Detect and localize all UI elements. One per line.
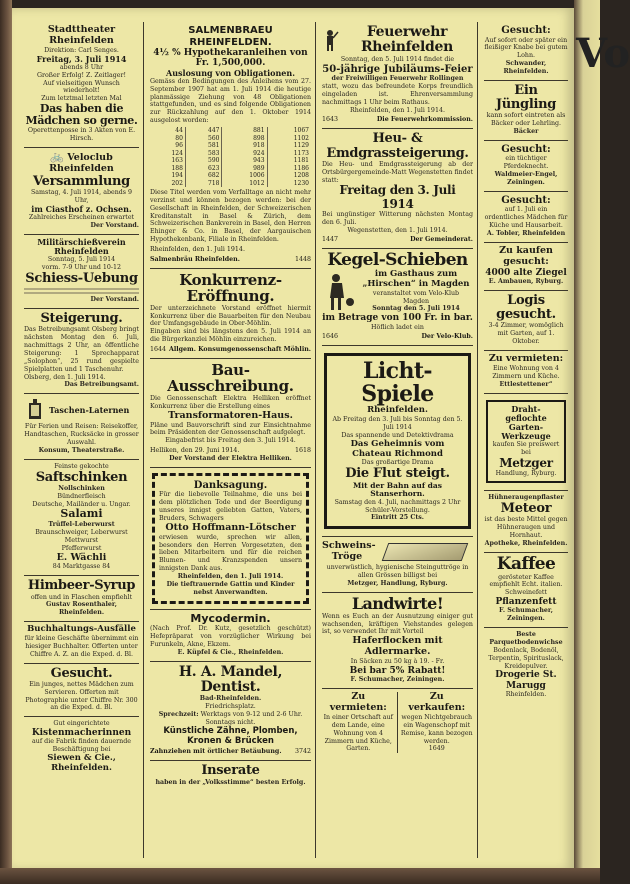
ad-headline: Draht-geflochte Garten-Werkzeuge — [501, 403, 551, 442]
ad-text: Bad-Rheinfelden. — [199, 695, 262, 703]
ad-text: Rheinfelden. — [367, 405, 428, 416]
lottery-row — [150, 180, 311, 188]
ad-code: 1646 — [322, 333, 339, 341]
ad-headline: Schweins-Tröge — [322, 540, 376, 563]
ad-headline: Himbeer-Syrup — [27, 578, 136, 594]
ad-kegel — [322, 249, 473, 346]
ad-signature: Der Vorstand. — [90, 296, 139, 304]
ad-headline: Taschen-Laternen — [49, 404, 130, 415]
ad-text: Rheinfelden, den 1. Juli 1914. — [350, 106, 445, 114]
ad-headline: Salami — [60, 507, 103, 521]
ad-subheadline: Künstliche Zähne, Plomben, Kronen & Brücken — [163, 725, 298, 746]
ad-headline: Konkurrenz-Eröffnung. — [179, 270, 282, 306]
ad-signature: Waldmeier-Engel, Zeiningen. — [494, 171, 558, 187]
ad-headline: Kaffee — [496, 553, 556, 574]
ad-title: SALMENBRAEU RHEINFELDEN. — [188, 25, 273, 48]
ad-headline: Inserate — [201, 763, 260, 779]
ad-buchhaltung — [24, 622, 139, 663]
ad-text: im Ciasthof z. Ochsen. — [31, 203, 132, 214]
ad-text: Bei bar 5% Rabatt! — [349, 666, 446, 676]
ad-himbeer — [24, 576, 139, 622]
ad-body: haben in der „Volksstimme“ besten Erfolg. — [155, 778, 306, 786]
ad-militaer — [24, 235, 139, 309]
column-4 — [480, 22, 572, 858]
ad-date: Ab Freitag den 3. Juli bis Sonntag den 5. Juli 1914 — [332, 416, 463, 432]
lottery-row — [150, 165, 311, 173]
ad-text: Wegenstetten, den 1. Juli 1914. — [347, 226, 448, 234]
lottery-row — [150, 172, 311, 180]
ad-text: Handlung, Ryburg. — [495, 470, 557, 478]
ad-subheadline: Die Flut steigt. — [345, 466, 450, 482]
lottery-number: 447 — [185, 127, 222, 135]
ad-headline: Zu verkaufen: — [408, 691, 466, 714]
ad-headline: Bau-Ausschreibung. — [167, 360, 294, 396]
ad-date: Samstag, 4. Juli 1914, abends 9 Uhr, — [30, 189, 133, 205]
lottery-number: 1186 — [293, 164, 309, 172]
ad-body: Für Ferien und Reisen: Reisekoffer, Handtaschen, Rucksäcke in grosser Auswahl. — [24, 423, 139, 446]
ornate-frame — [152, 473, 309, 604]
ad-text: Gut eingerichtete — [53, 720, 110, 728]
ad-body: Auf sofort oder später ein fleißiger Knabe bei gutem Lohn. — [484, 36, 568, 60]
ad-body: In einer Ortschaft auf dem Lande, eine Wohnung von 4 Zimmern und Küche, Garten. — [323, 714, 393, 753]
ad-text: Helliken, den 29. Juni 1914. — [150, 447, 240, 455]
lottery-number: 918 — [222, 142, 267, 150]
ad-signature: Apotheke, Rheinfelden. — [484, 539, 568, 547]
ad-headline: Steigerung. — [40, 311, 123, 327]
ad-date: Freitag den 3. Juli 1914 — [339, 183, 456, 211]
ad-text: Rheinfelden. — [505, 691, 547, 699]
lottery-number: 1173 — [293, 149, 309, 157]
ad-landwirte — [322, 593, 473, 689]
ad-price: In Säcken zu 50 kg à 19. - Fr. — [350, 658, 445, 666]
ad-headline: Zu vermieten: — [329, 691, 387, 714]
ad-headline: Danksagung. — [193, 479, 268, 491]
lottery-number: 194 — [150, 172, 185, 180]
ad-code: 1618 — [294, 447, 311, 455]
ad-subheadline: Auslosung von Obligationen. — [166, 67, 295, 78]
ad-kisten — [24, 717, 139, 777]
ad-body: kann sofort eintreten als Bäcker oder Lehrling. — [486, 112, 566, 128]
lottery-number-table — [150, 127, 311, 187]
column-1 — [20, 22, 144, 858]
ad-headline: Hühneraugenpflaster — [488, 494, 564, 502]
ad-signature: Allgem. Konsumgenossenschaft Möhlin. — [168, 346, 311, 354]
ad-text: Operettenposse in 3 Akten von E. Hirsch. — [27, 127, 136, 143]
ad-text: Friedrichsplatz. — [205, 703, 256, 711]
ad-signature: E. Wächli — [56, 551, 107, 563]
ad-kaufen — [484, 243, 568, 291]
ad-signature: Ettlestettener“ — [499, 380, 553, 388]
lottery-row — [150, 142, 311, 150]
ad-text: im Betrage von 100 Fr. in bar. — [322, 313, 473, 324]
ad-body: unverwüstlich, hygienische Steinguttröge in allen Grössen billigst bei — [326, 564, 469, 580]
ad-body: offen und in Flaschen empfiehlt — [30, 593, 133, 601]
bicycle-icon: 🚲 — [50, 150, 64, 164]
ad-subheadline: Otto Hoffmann-Lötscher — [165, 521, 296, 533]
lottery-number: 881 — [222, 127, 267, 135]
ad-text: veranstaltet vom Velo-Klub Magden — [372, 289, 460, 305]
ad-text: Bäcker — [513, 128, 539, 136]
lottery-row — [150, 150, 311, 158]
ad-signature: Metzger, Handlung, Ryburg. — [347, 580, 448, 588]
ad-subheadline: im Gasthaus zum „Hirschen“ in Magden — [362, 269, 470, 289]
lottery-row — [150, 135, 311, 143]
ad-text: Werktags von 9-12 und 2-6 Uhr. Sonntags nicht. — [200, 711, 303, 727]
ad-body: 4000 alte Ziegel — [485, 267, 567, 278]
lottery-number: 943 — [222, 157, 267, 165]
ad-body: wegen Nichtgebrauch ein Wagenschopf mit Remise, kann bezogen werden. — [400, 714, 473, 745]
lottery-number: 1230 — [293, 179, 309, 187]
newspaper-page — [12, 8, 574, 870]
ad-steigerung — [24, 309, 139, 394]
ad-inserate — [150, 761, 311, 790]
ad-text: Trüffel-Leberwurst — [48, 521, 115, 529]
fireman-icon — [322, 29, 338, 51]
ad-text: Sonntag, den 5. Juli 1914 findet die — [340, 55, 455, 63]
ad-text: 84 Marktgasse 84 — [52, 563, 111, 571]
ad-signature: A. Tobler, Rheinfelden — [486, 229, 566, 237]
ad-headline: H. A. Mandel, Dentist. — [178, 663, 283, 696]
ad-body: Die Genossenschaft Elektra Helliken eröffnet Konkurrenz über die Erstellung eines — [150, 394, 311, 410]
ad-body: gerösteter Kaffee empfiehlt Echt. italien. Schweinefett — [489, 573, 563, 597]
ad-text: Feinste gekochte — [54, 462, 109, 470]
ad-subheadline: Pflanzenfett — [495, 597, 557, 608]
ad-gesucht — [24, 664, 139, 718]
draht-frame — [486, 400, 566, 484]
ad-signature: F. Schumacher, Zeiningen. — [350, 676, 445, 684]
ad-text: der Freiwilligen Feuerwehr Rollingen — [331, 75, 464, 83]
ad-gesucht-knabe — [484, 22, 568, 81]
ad-logis — [484, 291, 568, 351]
ad-signature: Der Vorstand der Elektra Helliken. — [169, 455, 292, 462]
ad-text: Rheinfelden, den 1. Juli 1914. — [177, 573, 284, 581]
ad-title: Stadttheater Rheinfelden — [47, 24, 116, 46]
ad-vermieten-wohnung — [484, 351, 568, 394]
ad-text: Deutsche, Mailänder u. Ungar. — [32, 500, 131, 508]
lottery-number: 1012 — [222, 180, 267, 188]
ad-signature: Der Vorstand. — [90, 222, 139, 229]
ad-subheadline: 50-jährige Jubiläums-Feier — [322, 63, 473, 75]
lottery-number: 718 — [185, 180, 222, 188]
ad-text: Zum letztmal letzten Mal — [41, 95, 122, 103]
ad-headline: Zu kaufen gesucht: — [499, 244, 553, 267]
ad-text: Eingaben sind bis längstens den 5. Juli 1914 an die Bürgerkanzlei Möhlin einzureichen. — [150, 328, 311, 344]
lottery-number: 682 — [185, 172, 222, 180]
ad-date: Freitag, 3. Juli 1914 — [36, 53, 127, 64]
ad-headline: Gesucht. — [50, 665, 113, 681]
ad-headline: Saftschinken — [35, 469, 128, 485]
ad-subheadline: Das Geheimnis vom Chateau Richmond — [350, 438, 445, 459]
ad-gesucht-maedchen — [484, 192, 568, 243]
lottery-number: 581 — [185, 142, 222, 150]
lottery-number: 188 — [150, 165, 185, 173]
ad-signature: Siewen & Cie., Rheinfelden. — [47, 753, 116, 773]
column-2 — [146, 22, 316, 858]
ad-body: ein tüchtiger Pferdeknecht. — [503, 155, 549, 171]
ad-body: statt, wozu das befreundete Korps freundlich eingeladen ist. Ehrenversammlung nachmittags 1 Uhr beim Rathaus. — [322, 83, 473, 106]
ad-headline: Kegel-Schieben — [327, 250, 468, 271]
ad-taschen — [24, 394, 139, 459]
lottery-row — [150, 157, 311, 165]
ad-draht — [484, 394, 568, 492]
ad-schinken — [24, 460, 139, 577]
book-spine-edge — [0, 0, 12, 884]
ad-subheadline: Haferflocken mit Adlermarke. — [352, 635, 443, 658]
ad-text: Mit der Bahn auf das Stanserhorn. — [353, 480, 442, 499]
ad-text: Olsberg, den 1. Juli 1914. — [24, 373, 106, 381]
lottery-number: 1208 — [293, 172, 309, 180]
ad-drogerie — [484, 628, 568, 703]
ad-signature: Salmenbräu Rheinfelden. — [150, 255, 240, 263]
ad-konkurrenz — [150, 269, 311, 359]
lottery-row — [150, 127, 311, 135]
ad-body: Diese Titel werden vom Verfalltage an nicht mehr verzinst und können bezogen werden: bei der Gesellschaft in Rheinfelden, der Schweizerischen Kreditanstalt in Basel & Zürich, dem Schweizerischen Bankverein in Basel, den Herren Ehinger & Co. in Basel, der Aargauischen Hypothekenbank, Filiale in Rheinfelden. — [150, 189, 311, 244]
ad-body: erwiesen wurde, sprechen wir allen, besonders den Herren Vorgesetzten, den lieben Mitarbeitern und für die reichen Blumen- und Kranzspenden unsern innigsten Dank aus. — [159, 533, 302, 573]
ad-text: Direktion: Carl Senges. — [44, 46, 119, 54]
lottery-number: 989 — [222, 165, 267, 173]
book-bottom-edge — [0, 868, 600, 884]
ad-text: Großer Erfolg! Z. Zeitlager! — [36, 71, 127, 79]
ad-stadttheater — [24, 22, 139, 148]
ad-signature: F. Schumacher, Zeiningen. — [499, 607, 553, 623]
ad-headline: Versammlung — [33, 173, 130, 189]
lottery-number: 1129 — [293, 142, 309, 150]
ad-text: Bei ungünstiger Witterung nächsten Montag den 6. Juli. — [322, 210, 473, 226]
ad-bau — [150, 359, 311, 468]
lottery-number: 898 — [222, 135, 267, 143]
ad-text: Zahlreiches Erscheinen erwartet — [28, 214, 135, 222]
ad-body: Wenn es Euch an der Ausnutzung einiger gut wachsenden, kräftigen Viehstandes gelegen ist, so verwendet Ihr mit Vorteil — [322, 612, 473, 636]
next-page-headline-fragment: Vo — [576, 30, 630, 77]
lottery-number: 623 — [185, 165, 222, 173]
ad-vermieten-verkaufen — [322, 689, 473, 757]
ad-body: ist das beste Mittel gegen Hühneraugen und Hornhaut. — [484, 516, 568, 539]
ad-huehneraugen — [484, 491, 568, 553]
ad-date: Eingabefrist bis Freitag den 3. Juli 1914. — [165, 437, 296, 445]
ad-signature: E. Küpfel & Cie., Rheinfelden. — [177, 648, 284, 656]
lottery-number: 96 — [150, 142, 185, 150]
ad-text: Das großartige Drama — [361, 459, 434, 467]
ad-body: Eine Wohnung von 4 Zimmern und Küche. — [492, 364, 560, 380]
lottery-number: 1067 — [293, 127, 309, 135]
ad-headline: Logis gesucht. — [496, 292, 556, 323]
ad-signature: Metzger — [499, 456, 553, 471]
ad-headline: 4½ % Hypothekaranleihen von Fr. 1,500,000. — [153, 48, 308, 69]
ad-veloclub — [24, 148, 139, 235]
cinema-frame — [324, 353, 471, 529]
ad-body: auf die Fabrik finden dauernde Beschäftigung bei — [32, 738, 131, 754]
ad-text: abends 8 Uhr — [59, 63, 104, 71]
lottery-number: 590 — [185, 157, 222, 165]
ad-licht-spiele — [322, 346, 473, 537]
ad-feuerwehr — [322, 22, 473, 129]
ad-text: Nollschinken — [58, 484, 105, 492]
ad-heu — [322, 129, 473, 249]
ad-headline: Gesucht: — [501, 194, 551, 206]
ad-headline: Gesucht: — [501, 143, 551, 155]
ad-code: 3742 — [294, 748, 311, 756]
ad-kaffee — [484, 553, 568, 628]
ad-headline: Beste Parquetbodenwichse — [489, 631, 563, 647]
lottery-number: 924 — [222, 150, 267, 158]
ad-headline: Ein Jüngling — [495, 82, 557, 113]
ad-danksagung — [150, 468, 311, 610]
ad-headline: Feuerwehr Rheinfelden — [360, 24, 454, 56]
ad-code: 1644 — [150, 346, 167, 354]
lottery-number: 1181 — [293, 157, 309, 165]
ad-text: vorm. 7-9 Uhr und 10-12 — [41, 264, 122, 272]
bowler-icon — [322, 272, 356, 312]
ad-headline: Schiess-Uebung — [25, 270, 138, 286]
ad-signature: E. Ambauen, Ryburg. — [488, 278, 564, 286]
ad-signature: Gustav Rosenthaler, Rheinfelden. — [46, 601, 117, 617]
lottery-number: 1102 — [293, 134, 309, 142]
ad-signature: Der Gemeinderat. — [410, 236, 473, 244]
ad-date: Sonntag, 5. Juli 1914 — [47, 256, 116, 264]
ad-body: auf 1. Juli ein ordentliches Mädchen für Küche und Hausarbeit. — [484, 206, 568, 230]
ad-schweine — [322, 537, 473, 593]
ad-signature: Drogerie St. Marugg — [495, 670, 557, 691]
ad-gesucht-knecht — [484, 141, 568, 192]
ad-body: für kleine Geschäfte übernimmt ein hiesiger Buchhalter. Offerten unter Chiffre A. Z. an die Exped. d. Bl. — [24, 634, 139, 658]
ad-signature: Schwander, Rheinfelden. — [503, 60, 549, 75]
ad-code: 1649 — [428, 745, 445, 753]
ad-code: 1643 — [322, 116, 339, 124]
ad-signature: Die Feuerwehrkommission. — [376, 116, 473, 124]
ad-code: 1447 — [322, 236, 339, 244]
ad-body: Das Betreibungsamt Olsberg bringt nächsten Montag den 6. Juli, nachmittags 2 Uhr, an öffentliche Steigerung: 1 Sprechapparat „Solophon“, 25 rund gespielte Spielplatten und 1 Taschenuhr. — [24, 326, 139, 373]
ad-text: Zahnziehen mit örtlicher Betäubung. — [150, 748, 282, 756]
ad-mycodermin — [150, 610, 311, 662]
lottery-number: 202 — [150, 180, 185, 188]
lottery-number: 124 — [150, 150, 185, 158]
lantern-icon — [24, 397, 46, 423]
ad-body: Die Heu- und Emdgrassteigerung ab der Ortsbürgergemeinde-Matt Wegenstetten findet statt: — [322, 160, 473, 184]
ad-text: Braunschweiger, Leberwurst — [35, 528, 128, 536]
next-page-edge — [574, 0, 630, 870]
ad-text: Pläne und Bauvorschrift sind zur Einsichtnahme beim Präsidenten der Genossenschaft aufgelegt. — [150, 421, 311, 437]
ad-subheadline: Meteor — [500, 500, 552, 516]
ad-text: Das spannende und Detektivdrama — [341, 431, 454, 439]
ad-label: Sprechzeit: — [158, 711, 199, 719]
trough-illustration — [381, 543, 468, 561]
lottery-number: 583 — [185, 150, 222, 158]
ad-headline: Licht-Spiele — [361, 358, 434, 408]
ad-price: Eintritt 25 Cts. — [370, 514, 424, 522]
ad-text: Samstag den 4. Juli, nachmittags 2 Uhr Schüler-Vorstellung. — [334, 498, 461, 514]
lottery-number: 80 — [150, 135, 185, 143]
ad-headline: Heu- & Emdgrassteigerung. — [326, 131, 469, 161]
lottery-number: 560 — [185, 135, 222, 143]
ad-signature: Die tieftrauernde Gattin und Kinder nebst Anverwandten. — [166, 580, 295, 596]
ad-body: Für die liebevolle Teilnahme, die uns bei dem plötzlichen Tode und der Beerdigung unseres innigst geliebten Gatten, Vaters, Bruders, Schwagers — [159, 491, 302, 522]
ad-text: Auf vielseitigen Wunsch wiederholt! — [43, 79, 120, 95]
ad-headline: Gesucht: — [501, 25, 551, 36]
ad-signature: Der Velo-Klub. — [421, 333, 473, 341]
ad-headline: Mycodermin. — [190, 611, 271, 625]
ad-headline: Das haben die Mädchen so gerne. — [25, 102, 138, 128]
ad-title: Veloclub Rheinfelden — [49, 152, 114, 175]
ad-date: Sonntag den 5. Juli 1914 — [372, 305, 460, 313]
ad-text: Pfefferwurst — [61, 544, 102, 552]
lottery-number: 163 — [150, 157, 185, 165]
ad-body: (Nach Prof. Dr. Kutz, gesetzlich geschützt) Hefepräparat von vorzüglicher Wirkung bei Furunkeln, Akne, Ekzem. — [150, 625, 311, 648]
ad-juengling — [484, 81, 568, 141]
lottery-number: 1006 — [222, 172, 267, 180]
ad-text: Rheinfelden, den 1. Juli 1914. — [150, 246, 245, 254]
ad-title: Militärschießverein Rheinfelden — [37, 236, 126, 257]
ad-text: Bündnerfleisch — [57, 492, 106, 500]
ad-body: Bodenlack, Bodenöl, Terpentin, Spirituslack, Kreidepulver. — [488, 646, 564, 670]
ad-headline: Zu vermieten: — [488, 353, 564, 365]
lottery-number: 44 — [150, 127, 185, 135]
ad-signature: Das Betreibungsamt. — [64, 381, 139, 389]
column-3 — [318, 22, 478, 858]
ad-body: Ein junges, nettes Mädchen zum Servieren. Offerten mit Photographie unter Chiffre Nr. 300 an die Exped. d. Bl. — [25, 680, 138, 712]
ad-salmenbraeu — [150, 22, 311, 269]
ad-signature: Konsum, Theaterstraße. — [38, 446, 125, 454]
ad-body: kaufen Sie preiswert bei — [492, 441, 560, 457]
ad-mandel — [150, 662, 311, 762]
ad-body: 3-4 Zimmer, womöglich mit Garten, auf 1. Oktober. — [488, 322, 564, 346]
ad-body: Der unterzeichnete Vorstand eröffnet hiermit Konkurrenz über die Bauarbeiten für den Neubau der Umfangsgebäude in Ober-Möhlin. — [150, 304, 311, 328]
ad-text: Mettwurst — [64, 536, 99, 544]
ad-text: Höflich ladet ein — [371, 323, 424, 331]
ad-code: 1448 — [294, 255, 311, 263]
ad-headline: Landwirte! — [351, 593, 444, 613]
ad-body: Gemäss den Bedingungen des Anleihens vom 27. September 1907 hat am 1. Juli 1914 die heutige planmässige Ziehung von 48 Obligationen stattgefunden, und es sind folgende Obligationen zur Rückzahlung auf den 1. Oktober 1914 ausgelost worden: — [150, 77, 311, 125]
ad-headline: Kistenmacherinnen — [31, 728, 132, 739]
ad-headline: Buchhaltungs-Ausfälle — [27, 624, 136, 635]
ad-subheadline: Transformatoren-Haus. — [168, 409, 293, 421]
